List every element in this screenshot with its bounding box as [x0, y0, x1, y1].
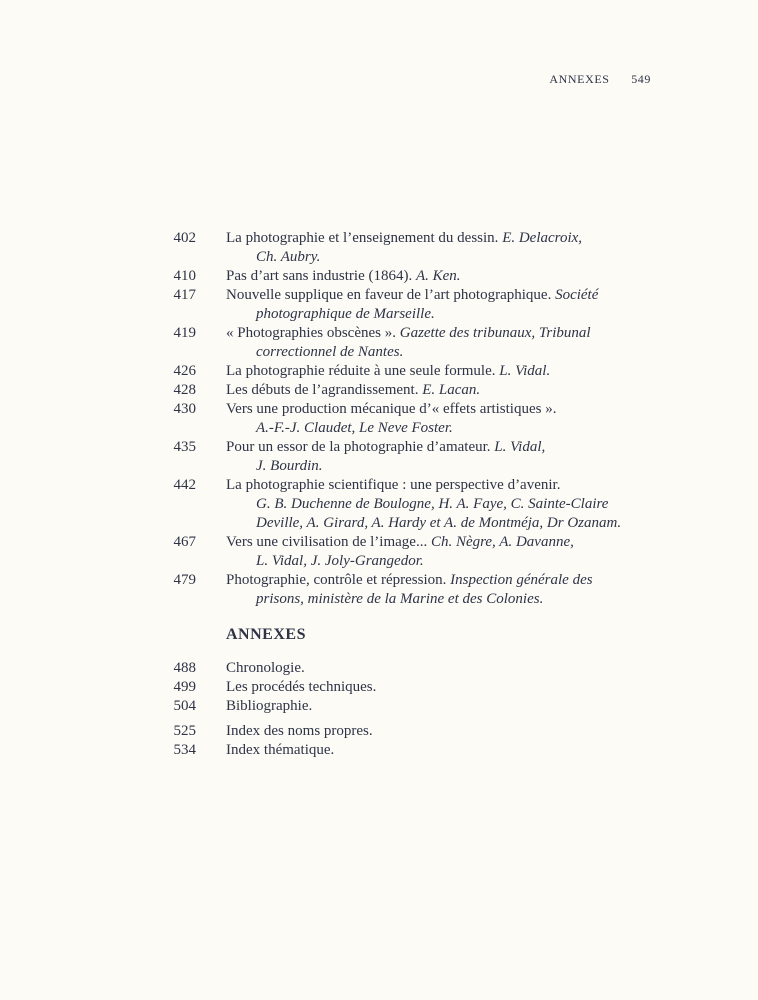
entry-author-cont: correctionnel de Nantes.: [256, 344, 404, 360]
entry-title: Chronologie.: [226, 660, 305, 676]
entry-page: 417: [173, 287, 196, 303]
entry-page: 442: [173, 477, 196, 493]
entry-page: 479: [173, 572, 196, 588]
entry-title: Pas d’art sans industrie (1864).: [226, 268, 416, 284]
toc-entry: [0, 229, 758, 267]
entry-author: E. Delacroix,: [502, 230, 583, 246]
entry-author-cont: prisons, ministère de la Marine et des Colonies.: [256, 591, 544, 607]
entry-title: Index thématique.: [226, 742, 335, 758]
entry-title: Nouvelle supplique en faveur de l’art photographique.: [226, 287, 556, 303]
entry-author-cont: L. Vidal, J. Joly-Grangedor.: [256, 553, 424, 569]
entry-page: 504: [173, 698, 196, 714]
entry-page: 525: [173, 723, 196, 739]
toc-entry: [0, 324, 758, 362]
table-of-contents: [0, 229, 758, 760]
entry-page: 426: [173, 363, 196, 379]
entry-author: Société: [555, 287, 599, 303]
toc-entry: [0, 722, 758, 741]
entry-page: 430: [173, 401, 196, 417]
entry-page: 488: [173, 660, 196, 676]
entry-page: 402: [173, 230, 196, 246]
entry-title: Bibliographie.: [226, 698, 313, 714]
toc-entry: [0, 533, 758, 571]
entry-author: L. Vidal,: [494, 439, 546, 455]
entry-page: 410: [173, 268, 196, 284]
entry-title: Les procédés techniques.: [226, 679, 377, 695]
entry-title: Vers une production mécanique d’« effets artistiques ».: [226, 401, 557, 417]
entry-title: Pour un essor de la photographie d’amateur.: [226, 439, 495, 455]
entry-title: Les débuts de l’agrandissement.: [226, 382, 423, 398]
entry-author-cont: A.-F.-J. Claudet, Le Neve Foster.: [256, 420, 453, 436]
toc-entry: [0, 697, 758, 716]
toc-entry: [0, 438, 758, 476]
annexes-heading: ANNEXES: [226, 626, 306, 643]
entry-title: La photographie et l’enseignement du dessin.: [226, 230, 503, 246]
toc-entry: [0, 741, 758, 760]
entry-title: « Photographies obscènes ».: [226, 325, 400, 341]
entry-author-cont: Ch. Aubry.: [256, 249, 321, 265]
entry-author-cont: photographique de Marseille.: [256, 306, 435, 322]
page-number: 549: [631, 72, 651, 86]
toc-entry: [0, 381, 758, 400]
entry-page: 428: [173, 382, 196, 398]
entry-page: 499: [173, 679, 196, 695]
entry-title: La photographie scientifique : une perspective d’avenir.: [226, 477, 561, 493]
entry-author: Gazette des tribunaux, Tribunal: [399, 325, 591, 341]
entry-page: 534: [173, 742, 196, 758]
toc-entry: [0, 476, 758, 533]
entry-title: Photographie, contrôle et répression.: [226, 572, 451, 588]
toc-entry: [0, 659, 758, 678]
entry-author: L. Vidal.: [499, 363, 551, 379]
entry-author: A. Ken.: [415, 268, 461, 284]
entry-title: Vers une civilisation de l’image...: [226, 534, 431, 550]
entry-author-cont: Deville, A. Girard, A. Hardy et A. de Montméja, Dr Ozanam.: [256, 515, 622, 531]
running-head-section: ANNEXES: [549, 72, 610, 86]
entry-title: Index des noms propres.: [226, 723, 373, 739]
entry-page: 435: [173, 439, 196, 455]
entry-author: Ch. Nègre, A. Davanne,: [430, 534, 574, 550]
entry-author: Inspection générale des: [450, 572, 593, 588]
toc-entry: [0, 362, 758, 381]
toc-entry: [0, 678, 758, 697]
entry-author: E. Lacan.: [422, 382, 481, 398]
entry-title: La photographie réduite à une seule formule.: [226, 363, 500, 379]
entry-author-cont: J. Bourdin.: [256, 458, 323, 474]
entry-page: 467: [173, 534, 196, 550]
running-head: [549, 72, 651, 87]
toc-entry: [0, 286, 758, 324]
toc-entry: [0, 400, 758, 438]
entry-author-cont: G. B. Duchenne de Boulogne, H. A. Faye, C. Sainte-Claire: [256, 496, 609, 512]
toc-entry: [0, 571, 758, 609]
toc-entry: [0, 267, 758, 286]
entry-page: 419: [173, 325, 196, 341]
